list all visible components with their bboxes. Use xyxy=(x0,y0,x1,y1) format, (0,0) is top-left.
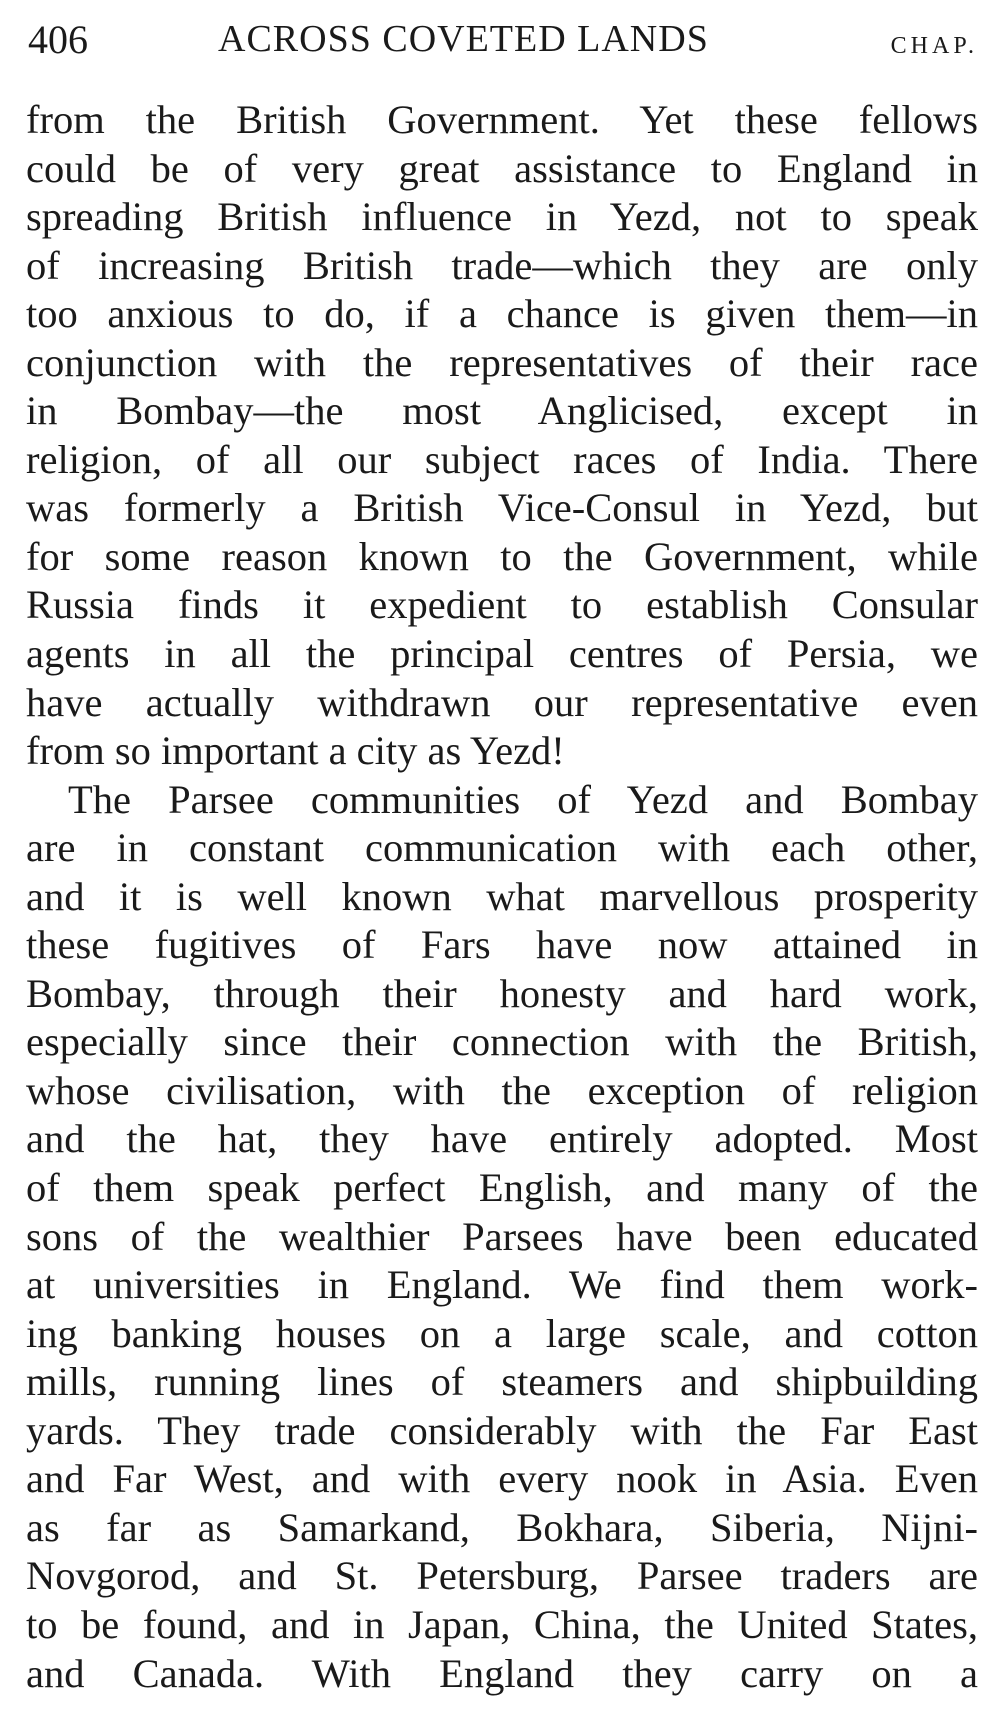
text-line: and Far West, and with every nook in Asia. Even xyxy=(26,1456,978,1502)
text-line: too anxious to do, if a chance is given them—in xyxy=(26,291,978,337)
chapter-mark: CHAP. xyxy=(890,33,978,59)
text-line: these fugitives of Fars have now attained in xyxy=(26,922,978,968)
text-line: whose civilisation, with the exception of religion xyxy=(26,1067,978,1113)
book-title: ACROSS COVETED LANDS xyxy=(218,18,709,60)
text-line: sons of the wealthier Parsees have been educated xyxy=(26,1213,978,1259)
text-line: was formerly a British Vice-Consul in Yezd, but xyxy=(26,485,978,531)
text-line: conjunction with the representatives of their race xyxy=(26,339,978,385)
text-line: mills, running lines of steamers and shipbuilding xyxy=(26,1359,978,1405)
text-line: agents in all the principal centres of Persia, we xyxy=(26,631,978,677)
text-line: religion, of all our subject races of India. There xyxy=(26,436,978,482)
text-line: have actually withdrawn our representative even xyxy=(26,679,978,725)
text-line: and the hat, they have entirely adopted. Most xyxy=(26,1116,978,1162)
text-line: ing banking houses on a large scale, and cotton xyxy=(26,1310,978,1356)
paragraph-first-line: The Parsee communities of Yezd and Bombay xyxy=(68,776,978,822)
text-line: of them speak perfect English, and many of the xyxy=(26,1165,978,1211)
running-head xyxy=(28,14,978,74)
text-line: in Bombay—the most Anglicised, except in xyxy=(26,388,978,434)
text-line: and Canada. With England they carry on a xyxy=(26,1650,978,1696)
text-line: from the British Government. Yet these fellows xyxy=(26,97,978,142)
text-line: especially since their connection with the British, xyxy=(26,1019,978,1065)
text-line: to be found, and in Japan, China, the United States, xyxy=(26,1601,978,1647)
text-line: and it is well known what marvellous prosperity xyxy=(26,873,978,919)
text-line: of increasing British trade—which they are only xyxy=(26,242,978,288)
page-number: 406 xyxy=(28,17,88,62)
text-line: yards. They trade considerably with the Far East xyxy=(26,1407,978,1453)
text-line: Bombay, through their honesty and hard work, xyxy=(26,970,978,1016)
text-line: could be of very great assistance to England in xyxy=(26,145,978,191)
text-line: for some reason known to the Government, while xyxy=(26,533,978,579)
text-line: at universities in England. We find them work- xyxy=(26,1262,978,1308)
text-line: Russia finds it expedient to establish Consular xyxy=(26,582,978,628)
text-line: spreading British influence in Yezd, not to speak xyxy=(26,194,978,240)
body-text xyxy=(26,96,978,1698)
text-line: from so important a city as Yezd! xyxy=(26,728,565,774)
text-line: Novgorod, and St. Petersburg, Parsee traders are xyxy=(26,1553,978,1599)
text-line: are in constant communication with each other, xyxy=(26,825,978,871)
text-line: as far as Samarkand, Bokhara, Siberia, Nijni- xyxy=(26,1504,978,1550)
